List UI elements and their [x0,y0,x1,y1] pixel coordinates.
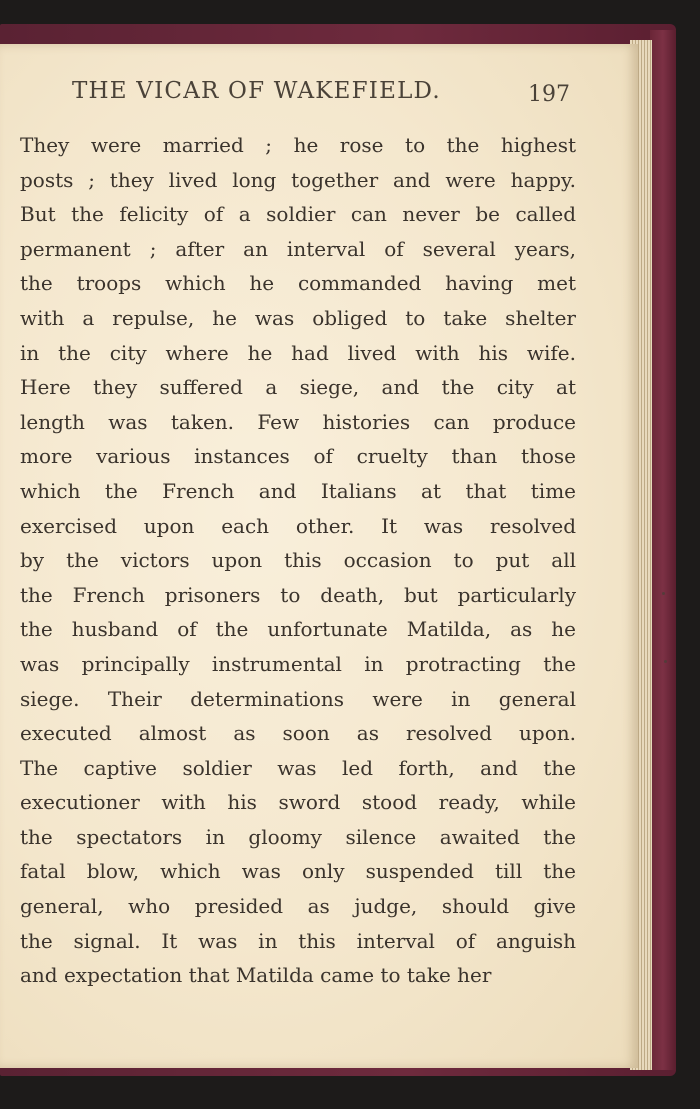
body-text [20,128,576,993]
text-line: the spectators in gloomy silence awaited the [20,824,576,849]
text-line: But the felicity of a soldier can never be called [20,202,576,227]
text-line: general, who presided as judge, should give [20,894,576,919]
text-line: The captive soldier was led forth, and the [20,755,576,780]
running-head: THE VICAR OF WAKEFIELD. [72,78,441,104]
text-line: exercised upon each other. It was resolved [20,513,576,538]
text-line: in the city where he had lived with his wife. [20,340,576,365]
text-line: posts ; they lived long together and were happy. [20,167,576,192]
page-number: 197 [528,82,570,107]
cover-spine-edge [650,30,676,1070]
text-line: executed almost as soon as resolved upon. [20,721,576,746]
text-line: the husband of the unfortunate Matilda, as he [20,617,576,642]
scan-speck [664,660,667,663]
text-line: by the victors upon this occasion to put all [20,548,576,573]
text-line: the French prisoners to death, but particularly [20,582,576,607]
text-line: Here they suffered a siege, and the city at [20,375,576,400]
text-line: with a repulse, he was obliged to take shelter [20,305,576,330]
text-line: length was taken. Few histories can produce [20,409,576,434]
text-line: more various instances of cruelty than those [20,444,576,469]
text-line: and expectation that Matilda came to take her [20,963,492,988]
scan-speck [662,592,665,595]
text-line: was principally instrumental in protracting the [20,651,576,676]
text-line: fatal blow, which was only suspended till the [20,859,576,884]
text-line: They were married ; he rose to the highest [20,133,576,157]
text-line: which the French and Italians at that time [20,478,576,503]
text-line: siege. Their determinations were in general [20,686,576,711]
text-line: the signal. It was in this interval of anguish [20,928,576,953]
text-line: the troops which he commanded having met [20,271,576,296]
text-line: executioner with his sword stood ready, while [20,790,576,815]
text-line: permanent ; after an interval of several years, [20,236,576,261]
